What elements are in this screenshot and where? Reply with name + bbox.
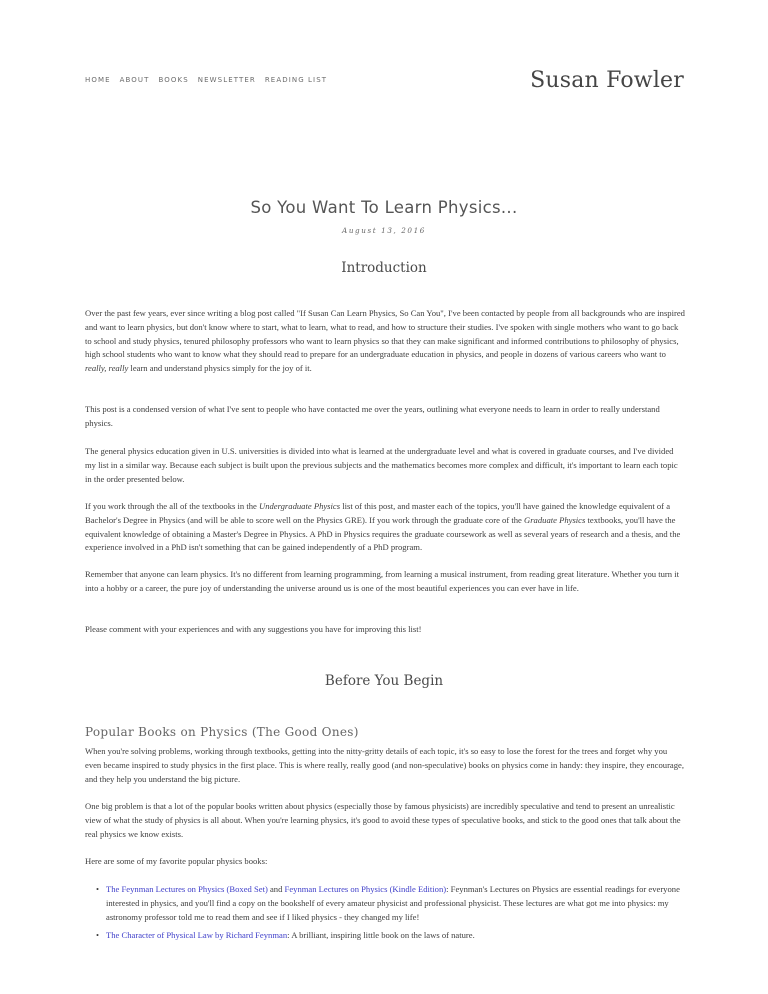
- intro-paragraph-5: Remember that anyone can learn physics. It's no different from learning programming, from learning a musical instrument, from reading great literature. Whether you turn it into a hobby or a career, the pure joy of understanding the universe around us is one of the most beautiful experiences you can ever have in life.: [85, 569, 680, 593]
- intro-p4-text-c: textbooks, you'll have the equivalent knowledge of obtaining a Master's Degree in Physics. A PhD in Physics requires the graduate coursework as well as several years of research and a thesis, and the experience involved in a PhD isn't something that can be gained independently of a PhD program.: [85, 514, 681, 553]
- bullet-icon: •: [96, 884, 100, 894]
- before-you-begin-heading: Before You Begin: [324, 673, 444, 689]
- intro-paragraph-4: [85, 500, 685, 555]
- intro-paragraph-6: Please comment with your experiences and with any suggestions you have for improving this list!: [85, 624, 422, 634]
- character-of-physical-law-link[interactable]: The Character of Physical Law by Richard Feynman: [106, 930, 288, 941]
- intro-p1-text-a: Over the past few years, ever since writing a blog post called "If Susan Can Learn Physics, So Can You", I've been contacted by people from all backgrounds who are inspired and want to learn physics, but don't know where to start, what to learn, what to read, and how to structure their studies. I've spoken with single mothers who want to go back to school and study physics, tenured philosophy professors who want to learn physics so that they can make significant and informed contributions to philosophy of physics, high school students who want to know what they should read to prepare for an undergraduate education in physics, and people in dozens of various careers who want to: [85, 308, 685, 360]
- site-title[interactable]: Susan Fowler: [530, 68, 684, 93]
- bullet-icon: •: [96, 930, 100, 941]
- intro-p4-emphasis-grad: Graduate Physics: [524, 514, 586, 525]
- list-item: [85, 929, 685, 943]
- main-nav: [85, 76, 327, 84]
- popular-books-paragraph-2: One big problem is that a lot of the popular books written about physics (especially those by famous physicists) are incredibly speculative and tend to present an unrealistic view of what the study of physics is all about. When you're learning physics, it's good to avoid these types of speculative books, and stick to the good ones that talk about the real physics we know exists.: [85, 801, 681, 839]
- nav-newsletter-link[interactable]: NEWSLETTER: [197, 76, 256, 84]
- intro-paragraph-1: [85, 307, 685, 376]
- feynman-lectures-boxed-set-link[interactable]: The Feynman Lectures on Physics (Boxed Set): [106, 884, 268, 894]
- introduction-heading: Introduction: [341, 260, 427, 276]
- nav-about-link[interactable]: ABOUT: [119, 76, 150, 84]
- intro-p1-text-b: learn and understand physics simply for the joy of it.: [128, 363, 312, 374]
- intro-p4-text-b: list of this post, and master each of the topics, you'll have gained the knowledge equivalent of a Bachelor's Degree in Physics (and will be able to score well on the Physics GRE). If you work through the graduate core of the: [85, 501, 671, 525]
- popular-books-heading: Popular Books on Physics (The Good Ones): [85, 725, 359, 739]
- intro-paragraph-2: This post is a condensed version of what I've sent to people who have contacted me over the years, outlining what everyone needs to learn in order to really understand physics.: [85, 404, 660, 428]
- list-item-description: : A brilliant, inspiring little book on the laws of nature.: [287, 930, 475, 941]
- nav-books-link[interactable]: BOOKS: [158, 76, 189, 84]
- list-item-description: : Feynman's Lectures on Physics are essential readings for everyone interested in physics, and you'll find a copy on the bookshelf of every amateur physicist and professional physicist. These lectures are what got me into physics: my astronomy professor told me to read them and see if I liked physics - they changed my life!: [106, 884, 680, 922]
- intro-p4-text-a: If you work through the all of the textbooks in the: [85, 501, 259, 511]
- popular-books-list: [85, 883, 685, 948]
- list-item: [85, 883, 685, 924]
- popular-books-paragraph-1: When you're solving problems, working through textbooks, getting into the nitty-gritty details of each topic, it's so easy to lose the forest for the trees and forget why you even became inspired to study physics in the first place. This is where really, really good (and non-speculative) books on physics come in handy: they inspire, they encourage, and they help you understand the big picture.: [85, 746, 685, 784]
- list-item-conjunction: and: [267, 884, 285, 894]
- post-date: August 13, 2016: [342, 226, 426, 235]
- intro-p4-emphasis-undergrad: Undergraduate Physics: [259, 501, 341, 511]
- intro-paragraph-3: The general physics education given in U.S. universities is divided into what is learned at the undergraduate level and what is covered in graduate courses, and I've divided my list in a similar way. Because each subject is built upon the previous subjects and the mathematics becomes more complex and difficult, it's important to learn each topic in the order presented below.: [85, 446, 678, 484]
- site-header: [85, 66, 684, 106]
- nav-home-link[interactable]: HOME: [85, 76, 111, 84]
- feynman-lectures-kindle-link[interactable]: Feynman Lectures on Physics (Kindle Edition): [284, 884, 447, 894]
- nav-reading-list-link[interactable]: READING LIST: [264, 76, 328, 84]
- intro-p1-emphasis: really, really: [85, 363, 129, 374]
- post-title: So You Want To Learn Physics...: [250, 198, 518, 217]
- popular-books-paragraph-3: Here are some of my favorite popular physics books:: [85, 856, 268, 866]
